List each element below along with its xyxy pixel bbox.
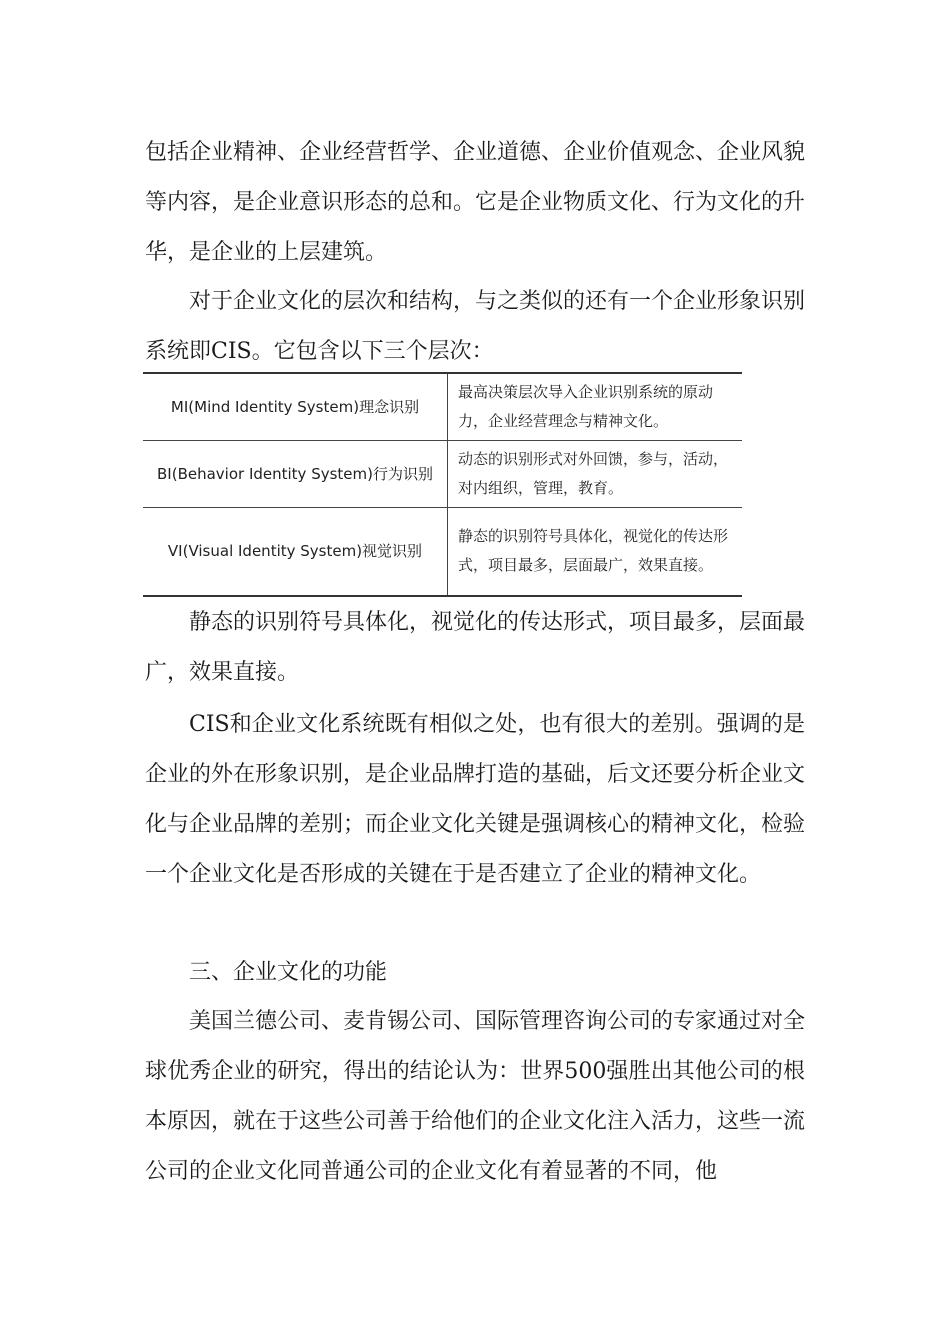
paragraph-2: 对于企业文化的层次和结构，与之类似的还有一个企业形象识别系统即CIS。它包含以下三个层次： xyxy=(145,289,806,364)
cis-table xyxy=(143,372,742,597)
table-cell-name: VI(Visual Identity System)视觉识别 xyxy=(143,508,448,596)
table-row xyxy=(143,441,742,508)
table-row xyxy=(143,508,742,596)
paragraph-1: 包括企业精神、企业经营哲学、企业道德、企业价值观念、企业风貌等内容，是企业意识形态的总和。它是企业物质文化、行为文化的升华，是企业的上层建筑。 xyxy=(145,140,806,265)
paragraph-4: CIS和企业文化系统既有相似之处，也有很大的差别。强调的是企业的外在形象识别，是企业品牌打造的基础，后文还要分析企业文化与企业品牌的差别；而企业文化关键是强调核心的精神文化，检验一个企业文化是否形成的关键在于是否建立了企业的精神文化。 xyxy=(145,712,806,887)
paragraph-3: 静态的识别符号具体化，视觉化的传达形式，项目最多，层面最广，效果直接。 xyxy=(145,610,806,685)
table-cell-name: MI(Mind Identity System)理念识别 xyxy=(143,373,448,441)
table-cell-desc: 静态的识别符号具体化，视觉化的传达形式，项目最多，层面最广，效果直接。 xyxy=(458,527,729,575)
paragraph-5: 美国兰德公司、麦肯锡公司、国际管理咨询公司的专家通过对全球优秀企业的研究，得出的结论认为：世界500强胜出其他公司的根本原因，就在于这些公司善于给他们的企业文化注入活力，这些一流公司的企业文化同普通公司的企业文化有着显著的不同，他 xyxy=(145,1009,806,1184)
table-cell-desc: 动态的识别形式对外回馈，参与，活动，对内组织，管理，教育。 xyxy=(458,450,729,497)
section-heading: 三、企业文化的功能 xyxy=(189,960,388,985)
table-cell-desc: 最高决策层次导入企业识别系统的原动力，企业经营理念与精神文化。 xyxy=(458,383,714,430)
table-row xyxy=(143,373,742,441)
table-cell-name: BI(Behavior Identity System)行为识别 xyxy=(143,441,448,508)
